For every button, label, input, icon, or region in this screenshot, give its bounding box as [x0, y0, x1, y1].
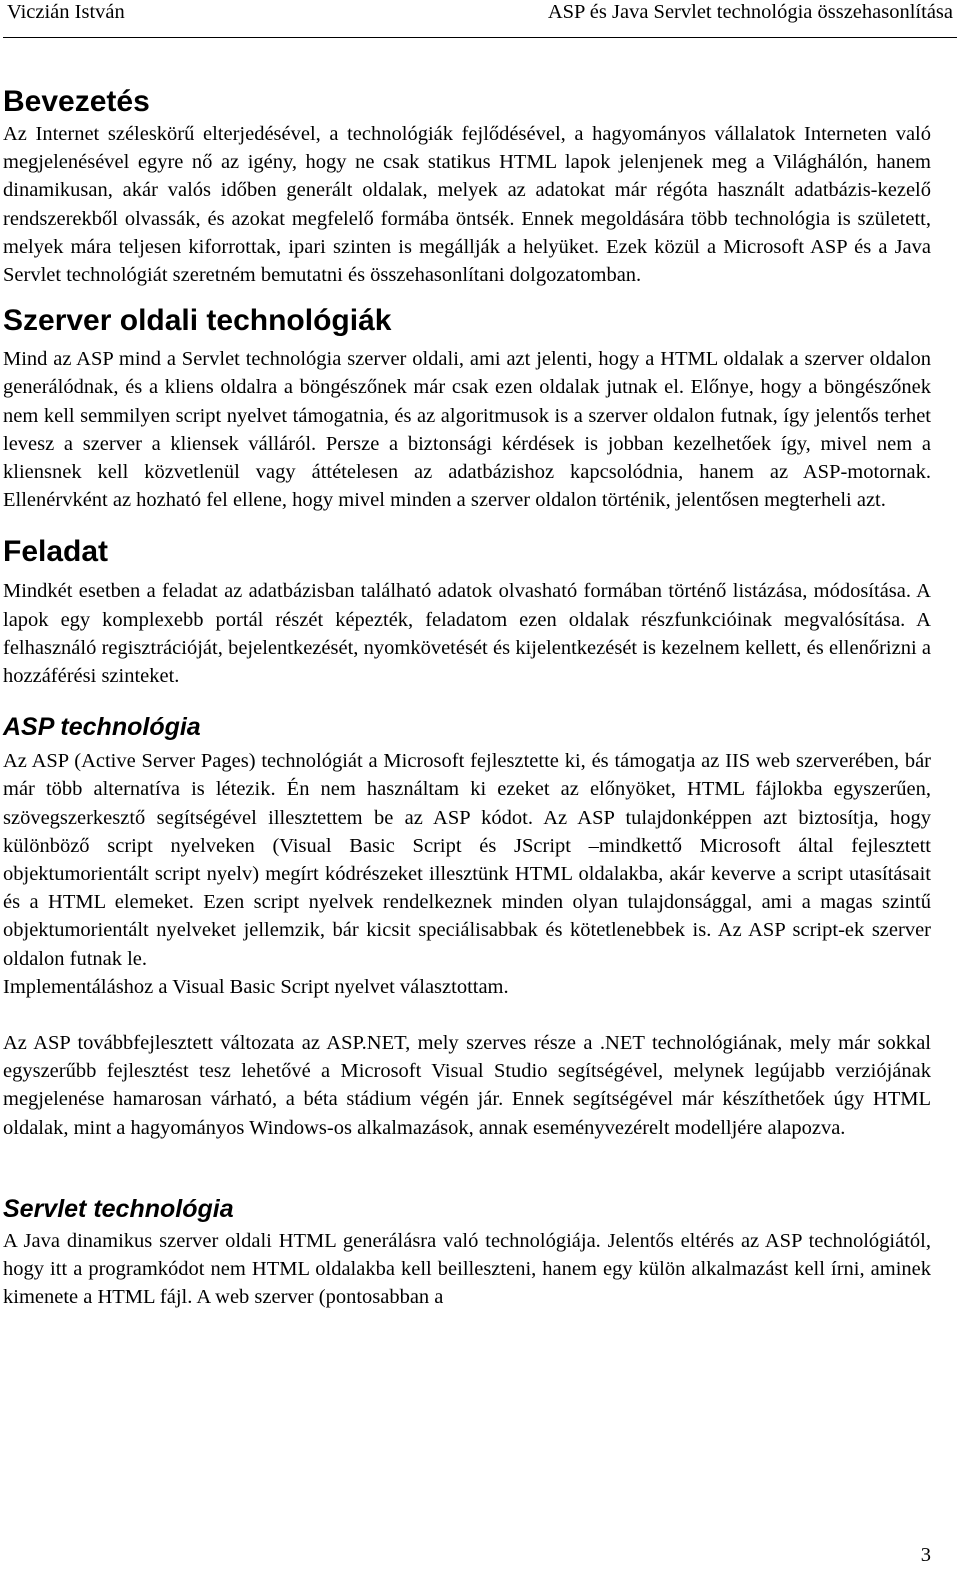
paragraph-asp-3: Az ASP továbbfejlesztett változata az ASP.NET, mely szerves része a .NET technológiának, mely már sokkal egyszerűbb fejlesztést tesz lehetővé a Microsoft Visual Studio segítségével, melynek legújabb verziójának megjelenése hamarosan várható, a béta stádium végén jár. Ennek segítségével már készíthetőek úgy HTML oldalak, mint a hagyományos Windows-os alkalmazások, annak eseményvezérelt modelljére alapozva.	[3, 1032, 931, 1139]
paragraph-asp-1: Az ASP (Active Server Pages) technológiát a Microsoft fejlesztette ki, és támogatja az IIS web szerverében, bár már több alternatíva is létezik. Én nem használtam ki ezeket az előnyöket, HTML fájlokba egyszerűen, szövegszerkesztő segítségével illesztettem be az ASP kódot. Az ASP tulajdonképpen azt biztosítja, hogy különböző script nyelveken (Visual Basic Script és JScript –mindkettő Microsoft által fejlesztett objektumorientált script nyelv) megírt kódrészeket illesztünk HTML oldalakba, akár keverve a script utasításait és a HTML elemeket. Ezen script nyelvek rendelkeznek minden olyan tulajdonsággal, ami a magas szintű objektumorientált nyelveket jellemzik, bár kicsit speciálisabbak és kötetlenebbek is. Az ASP script-ek szerver oldalon futnak le.	[3, 750, 931, 970]
page-number: 3	[920, 1544, 931, 1566]
paragraph-asp-2: Implementáláshoz a Visual Basic Script nyelvet választottam.	[3, 975, 509, 998]
heading-servlet: Servlet technológia	[3, 1194, 234, 1223]
header-rule	[3, 37, 957, 38]
paragraph-spacer	[3, 1001, 931, 1029]
page-header	[7, 0, 953, 28]
header-running-title: ASP és Java Servlet technológia összehasonlítása	[547, 1, 953, 23]
document-body	[3, 82, 931, 1312]
heading-bevezetes: Bevezetés	[3, 85, 150, 118]
paragraph-bevezetes: Az Internet széleskörű elterjedésével, a technológiák fejlődésével, a hagyományos vállalatok Interneten való megjelenésével egyre nő az igény, hogy ne csak statikus HTML lapok jelenjenek meg a Világhálón, hanem dinamikusan, akár valós időben generált oldalak, melyek az adatokat már régóta használt adatbázis-kezelő rendszerekből olvassák, és azokat megfelelő formába öntsék. Ennek megoldására több technológia is született, melyek mára teljesen kiforrottak, ipari szinten is megállják a helyüket. Ezek közül a Microsoft ASP és a Java Servlet technológiát szeretném bemutatni és összehasonlítani dolgozatomban.	[3, 123, 931, 287]
heading-szerver: Szerver oldali technológiák	[3, 304, 392, 338]
heading-feladat: Feladat	[3, 535, 109, 569]
heading-asp: ASP technológia	[3, 713, 201, 742]
header-author: Viczián István	[7, 1, 125, 23]
paragraph-servlet: A Java dinamikus szerver oldali HTML generálásra való technológiája. Jelentős eltérés az ASP technológiától, hogy itt a programkódot nem HTML oldalakba kell beilleszteni, hanem egy külön alkalmazást kell írni, aminek kimenete a HTML fájl. A web szerver (pontosabban a	[3, 1229, 931, 1309]
paragraph-szerver: Mind az ASP mind a Servlet technológia szerver oldali, ami azt jelenti, hogy a HTML oldalak a szerver oldalon generálódnak, és a kliens oldalra a böngészőnek már csak ezen oldalak jutnak el. Előnye, hogy a böngészőnek nem kell semmilyen script nyelvet támogatnia, és az algoritmusok is a szerver oldalon futnak, így jelentős terhet levesz a szerver a kliensek válláról. Persze a biztonsági kérdések is jobban kezelhetőek így, mivel nem a kliensnek kell közvetlenül vagy áttételesen az adatbázishoz kapcsolódnia, hanem az ASP-motornak. Ellenérvként az hozható fel ellene, hogy mivel minden a szerver oldalon történik, jelentősen megterheli azt.	[3, 348, 931, 512]
paragraph-feladat: Mindkét esetben a feladat az adatbázisban található adatok olvasható formában történő listázása, módosítása. A lapok egy komplexebb portál részét képezték, feladatom ezen oldalak részfunkcióinak megvalósítása. A felhasználó regisztrációját, bejelentkezését, nyomkövetését és kijelentkezését is kezelnem kellett, és ellenőrizni a hozzáférési szinteket.	[3, 580, 931, 688]
